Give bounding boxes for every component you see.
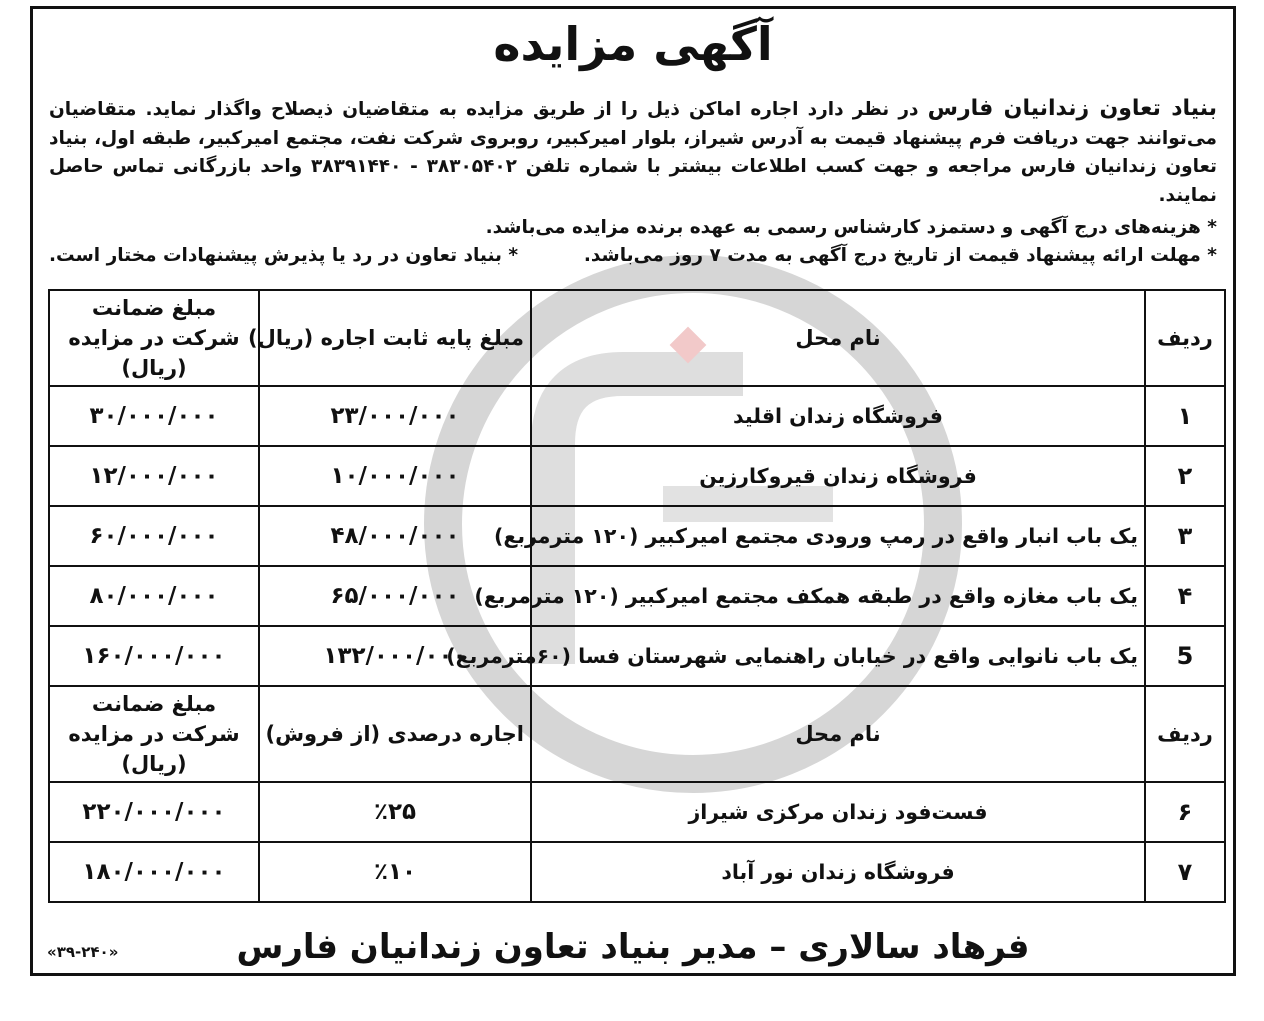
row-location: یک باب مغازه واقع در طبقه همکف مجتمع امیرکبیر (۱۲۰ مترمربع) [531, 566, 1145, 626]
row-number: ۱ [1145, 386, 1225, 446]
note-costs: * هزینه‌های درج آگهی و دستمزد کارشناس رسمی به عهده برنده مزایده می‌باشد. [485, 217, 1217, 238]
org-name: بنیاد تعاون زندانیان فارس [927, 96, 1217, 121]
row-number: ۲ [1145, 446, 1225, 506]
intro-paragraph [49, 95, 1217, 210]
row-location: فست‌فود زندان مرکزی شیراز [531, 782, 1145, 842]
header-location: نام محل [531, 686, 1145, 782]
table2-header [49, 686, 1225, 782]
row-location: فروشگاه زندان قیروکارزین [531, 446, 1145, 506]
header-guarantee: مبلغ ضمانت شرکت در مزایده (ریال) [49, 686, 259, 782]
row-price: ۱۳۲/۰۰۰/۰۰۰ [259, 626, 531, 686]
notes-row [49, 242, 1217, 270]
header-percent: اجاره درصدی (از فروش) [259, 686, 531, 782]
row-location: یک باب نانوایی واقع در خیابان راهنمایی شهرستان فسا (۶۰مترمربع) [531, 626, 1145, 686]
signature: فرهاد سالاری – مدیر بنیاد تعاون زندانیان فارس [236, 927, 1030, 967]
table-row [49, 626, 1225, 686]
row-percent: ٪۱۰ [259, 842, 531, 902]
row-guarantee: ۱۶۰/۰۰۰/۰۰۰ [49, 626, 259, 686]
note-rights: * بنیاد تعاون در رد یا پذیرش پیشنهادات مختار است. [49, 245, 519, 266]
row-guarantee: ۶۰/۰۰۰/۰۰۰ [49, 506, 259, 566]
note-deadline: * مهلت ارائه پیشنهاد قیمت از تاریخ درج آگهی به مدت ۷ روز می‌باشد. [583, 245, 1217, 266]
intro-text: در نظر دارد اجاره اماکن ذیل را از طریق مزایده به متقاضیان ذیصلاح واگذار نماید. متقاضیان می‌توانند جهت دریافت فرم پیشنهاد قیمت به آدرس شیراز، بلوار امیرکبیر، روبروی شرکت نفت، مجتمع امیرکبیر، طبقه اول، بنیاد تعاون زندانیان فارس مراجعه و جهت کسب اطلاعات بیشتر با شماره تلفن ۳۸۳۰۵۴۰۲ - ۳۸۳۹۱۴۴۰ واحد بازرگانی تماس حاصل نمایند. [49, 99, 1218, 206]
ad-code: «۳۹-۲۴۰» [47, 943, 119, 961]
row-number: ۶ [1145, 782, 1225, 842]
header-price: مبلغ پایه ثابت اجاره (ریال) [259, 290, 531, 386]
row-percent: ٪۲۵ [259, 782, 531, 842]
row-number: ۳ [1145, 506, 1225, 566]
table-row [49, 506, 1225, 566]
header-location: نام محل [531, 290, 1145, 386]
row-price: ۴۸/۰۰۰/۰۰۰ [259, 506, 531, 566]
row-number: ۷ [1145, 842, 1225, 902]
row-location: یک باب انبار واقع در رمپ ورودی مجتمع امیرکبیر (۱۲۰ مترمربع) [531, 506, 1145, 566]
row-number: ۴ [1145, 566, 1225, 626]
table-row [49, 842, 1225, 902]
header-guarantee: مبلغ ضمانت شرکت در مزایده (ریال) [49, 290, 259, 386]
row-guarantee: ۲۲۰/۰۰۰/۰۰۰ [49, 782, 259, 842]
table-row [49, 566, 1225, 626]
table-row [49, 446, 1225, 506]
header-row: ردیف [1145, 290, 1225, 386]
table-row [49, 782, 1225, 842]
header-row: ردیف [1145, 686, 1225, 782]
row-number: 5 [1145, 626, 1225, 686]
ad-title: آگهی مزایده [493, 17, 773, 71]
row-location: فروشگاه زندان نور آباد [531, 842, 1145, 902]
row-guarantee: ۱۲/۰۰۰/۰۰۰ [49, 446, 259, 506]
row-price: ۶۵/۰۰۰/۰۰۰ [259, 566, 531, 626]
ad-frame [30, 6, 1236, 976]
row-guarantee: ۱۸۰/۰۰۰/۰۰۰ [49, 842, 259, 902]
row-guarantee: ۸۰/۰۰۰/۰۰۰ [49, 566, 259, 626]
table1-header [49, 290, 1225, 386]
row-price: ۱۰/۰۰۰/۰۰۰ [259, 446, 531, 506]
auction-table [48, 289, 1226, 903]
row-guarantee: ۳۰/۰۰۰/۰۰۰ [49, 386, 259, 446]
row-price: ۲۳/۰۰۰/۰۰۰ [259, 386, 531, 446]
row-location: فروشگاه زندان اقلید [531, 386, 1145, 446]
notes-block [49, 214, 1217, 270]
table-row [49, 386, 1225, 446]
